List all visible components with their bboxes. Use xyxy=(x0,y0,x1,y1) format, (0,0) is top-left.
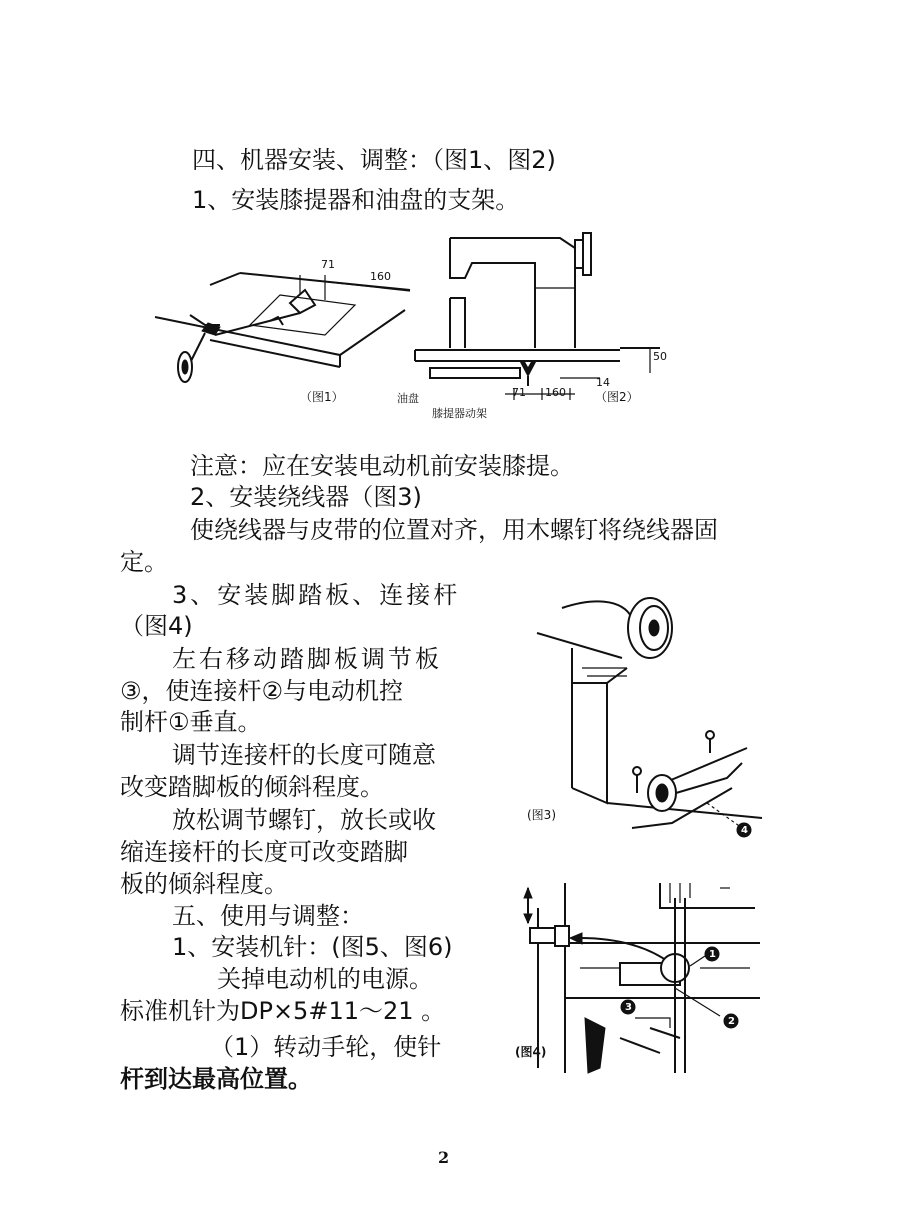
section5-item1-line2: 标准机针为DP×5#11～21 。 xyxy=(120,997,446,1025)
fig3-caption: (图3) xyxy=(527,808,556,822)
fig4-caption: (图4) xyxy=(515,1045,547,1059)
fig2-dim-50: 50 xyxy=(653,350,667,363)
fig1-dim-160: 160 xyxy=(370,270,391,283)
item3-p2-line2: 改变踏脚板的倾斜程度。 xyxy=(120,773,384,801)
item3-p2-line1: 调节连接杆的长度可随意 xyxy=(172,741,436,769)
section5-step1-line2: 杆到达最高位置。 xyxy=(120,1065,312,1093)
figure-3-drawing xyxy=(532,588,762,838)
item3-title-line1: 3、安装脚踏板、连接杆 xyxy=(172,581,461,609)
item2-line2: 定。 xyxy=(120,548,168,576)
fig4-label-2: 2 xyxy=(728,1016,735,1027)
fig2-dim-14: 14 xyxy=(596,376,610,389)
note-text: 注意：应在安装电动机前安装膝提。 xyxy=(190,452,574,480)
fig4-label-3: 3 xyxy=(625,1002,632,1013)
figure-2-drawing xyxy=(410,228,670,413)
section5-heading: 五、使用与调整： xyxy=(172,902,364,930)
fig2-dim-71: 71 xyxy=(512,386,526,399)
section5-step1-line1: （1）转动手轮，使针 xyxy=(210,1033,442,1061)
figure-4-drawing xyxy=(520,878,760,1073)
fig1-dim-71: 71 xyxy=(321,258,335,271)
item3-p3-line2: 缩连接杆的长度可改变踏脚 xyxy=(120,838,408,866)
section4-item1: 1、安装膝提器和油盘的支架。 xyxy=(192,186,520,214)
item3-p1-line1: 左右移动踏脚板调节板 xyxy=(172,645,442,673)
fig2-label-bracket: 膝提器动架 xyxy=(432,407,487,420)
fig3-label-4: 4 xyxy=(741,825,748,836)
fig1-caption: （图1） xyxy=(300,390,344,404)
fig2-dim-160: 160 xyxy=(545,386,566,399)
fig2-caption: （图2） xyxy=(595,390,639,404)
item3-title-line2: （图4) xyxy=(120,612,193,640)
item2-line1: 使绕线器与皮带的位置对齐，用木螺钉将绕线器固 xyxy=(190,516,718,544)
page-number: 2 xyxy=(438,1148,450,1167)
fig4-label-1: 1 xyxy=(709,949,716,960)
item3-p3-line1: 放松调节螺钉，放长或收 xyxy=(172,806,436,834)
item2-title: 2、安装绕线器（图3) xyxy=(190,483,422,511)
section4-heading: 四、机器安装、调整：（图1、图2) xyxy=(192,146,556,174)
fig2-label-oil-pan: 油盘 xyxy=(397,392,419,405)
section5-item1-line1: 关掉电动机的电源。 xyxy=(217,965,433,993)
section5-item1-title: 1、安装机针：(图5、图6) xyxy=(172,933,453,961)
item3-p3-line3: 板的倾斜程度。 xyxy=(120,870,288,898)
item3-p1-line3: 制杆①垂直。 xyxy=(120,708,262,736)
item3-p1-line2: ③，使连接杆②与电动机控 xyxy=(120,677,404,705)
